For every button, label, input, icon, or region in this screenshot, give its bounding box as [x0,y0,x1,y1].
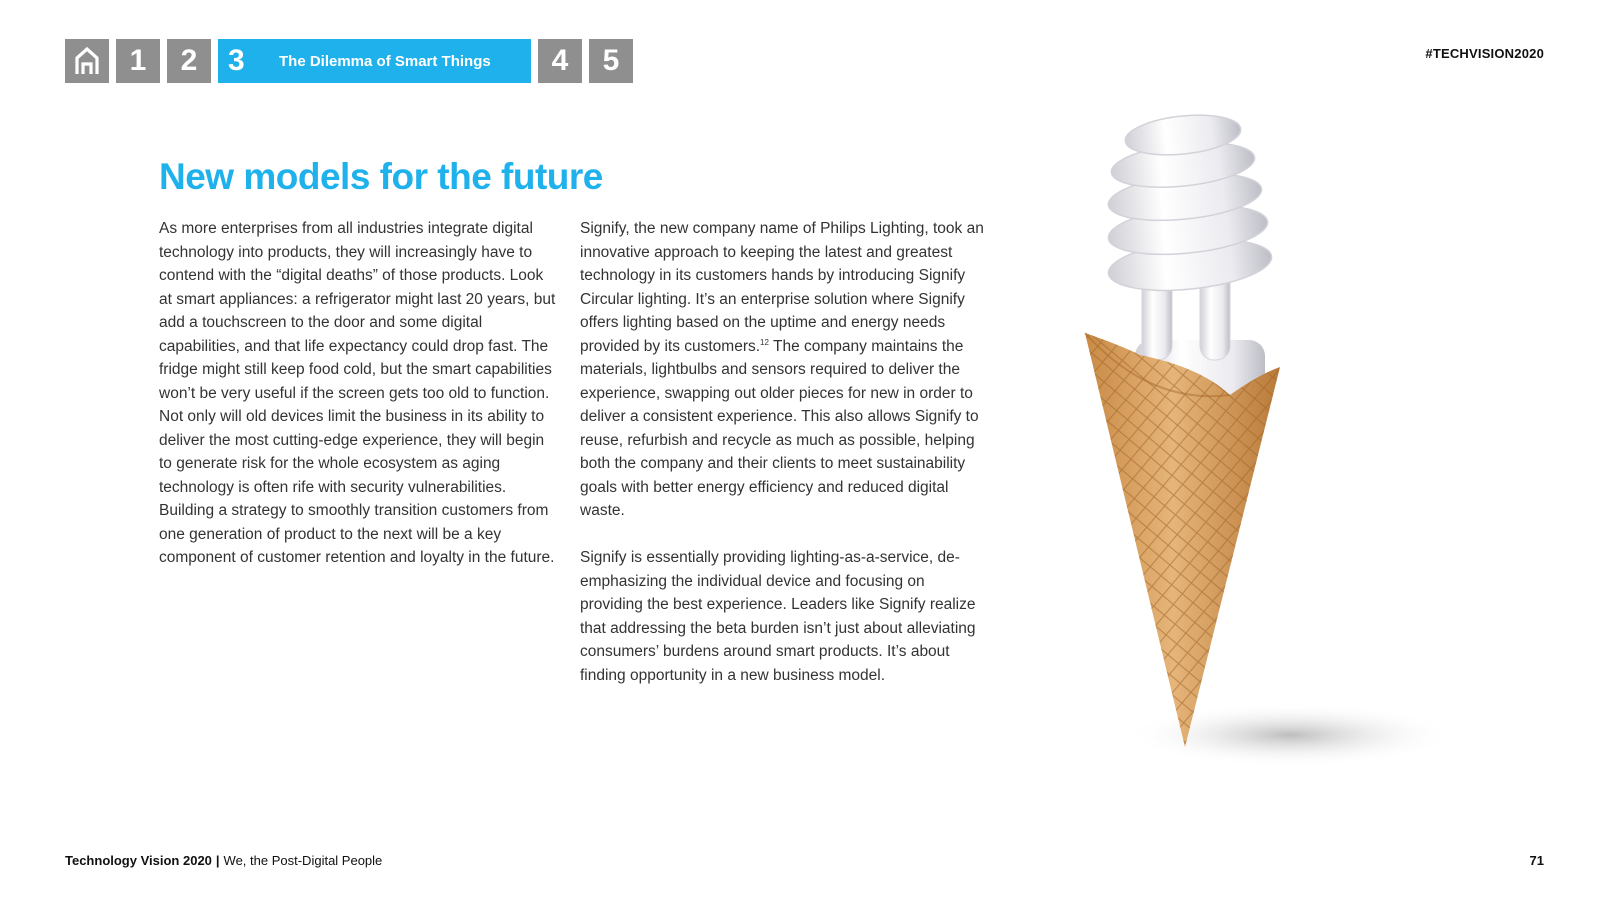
bulb-spiral [1106,110,1274,297]
home-button[interactable] [65,39,109,83]
page-number: 71 [1529,853,1544,868]
nav-section-3-active[interactable] [218,39,531,83]
nav-section-3-title: The Dilemma of Smart Things [279,52,491,70]
nav-section-4[interactable]: 4 [538,39,582,83]
body-column-right [580,217,985,687]
hashtag: #TECHVISION2020 [1425,46,1544,61]
body-column-left [159,217,559,570]
footer-title: Technology Vision 2020 [65,853,212,868]
nav-section-1[interactable]: 1 [116,39,160,83]
nav-section-5[interactable]: 5 [589,39,633,83]
paragraph: As more enterprises from all industries integrate digital technology into products, they will increasingly have to contend with the “digital deaths” of those products. Look at smart appliances: a refrigerator might last 20 years, but add a touchscreen to the door and some digital capabilities, and that life expectancy could drop fast. The fridge might still keep food cold, but the smart capabilities won’t be very useful if the screen gets too old to function. Not only will old devices limit the business in its ability to deliver the most cutting-edge experience, they will begin to generate risk for the whole ecosystem as aging technology is often rife with security vulnerabilities. Building a strategy to smoothly transition customers from one generation of product to the next will be a key component of customer retention and loyalty in the future. [159,220,556,566]
footer-separator: | [215,853,220,868]
footnote-ref[interactable]: 12 [760,337,769,347]
nav-section-3-number: 3 [228,44,245,77]
lightbulb-cone-image [1080,105,1460,795]
shadow [1125,703,1455,767]
section-nav [65,39,633,83]
page-heading: New models for the future [159,156,603,197]
paragraph: Signify, the new company name of Philips Lighting, took an innovative approach to keeping the latest and greatest technology in its customers hands by introducing Signify Circular lighting. It’s an enterprise solution where Signify offers lighting based on the uptime and energy needs provided by its customers.$^{12}$ The company maintains the materials, lightbulbs and sensors required to deliver the experience, swapping out older pieces for new in order to deliver a consistent experience. This also allows Signify to reuse, refurbish and recycle as much as possible, helping both the company and their clients to meet sustainability goals with better energy efficiency and reduced digital waste. [580,220,984,519]
footer [65,853,382,868]
footer-subtitle: We, the Post-Digital People [223,853,383,868]
nav-section-2[interactable]: 2 [167,39,211,83]
home-icon [74,47,100,75]
paragraph: Signify is essentially providing lighting-as-a-service, de-emphasizing the individual device and focusing on providing the best experience. Leaders like Signify realize that addressing the beta burden isn’t just about alleviating consumers’ burdens around smart products. It’s about finding opportunity in a new business model. [580,549,976,684]
